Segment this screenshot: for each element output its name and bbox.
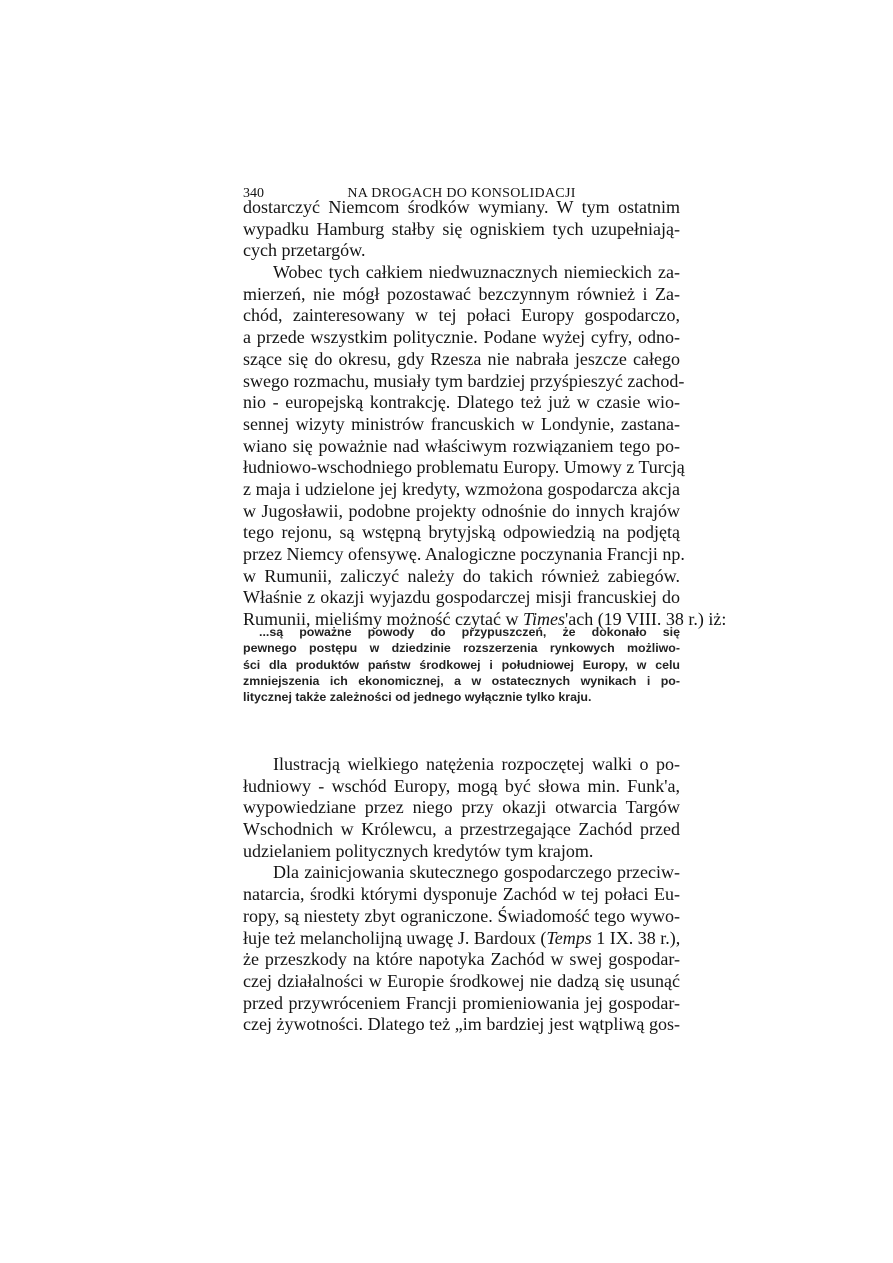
page-number: 340 (243, 186, 264, 201)
text-line: wypadku Hamburg stałby się ogniskiem tych uzupełniają- (243, 218, 680, 239)
body-text-block-2 (243, 754, 680, 1036)
text-line: chód, zainteresowany w tej połaci Europy gospodarczo, (243, 305, 680, 326)
text-line: przed przywróceniem Francji promieniowania jej gospodar- (243, 992, 680, 1013)
text-line: wiano się poważnie nad właściwym rozwiązaniem tego po- (243, 435, 680, 456)
text-line: dostarczyć Niemcom środków wymiany. W tym ostatnim (243, 197, 680, 217)
text-line: Ilustracją wielkiego natężenia rozpoczętej walki o po- (273, 754, 680, 774)
text-line: z maja i udzielone jej kredyty, wzmożona gospodarcza akcja (243, 478, 680, 499)
italic-title: Temps (546, 927, 592, 948)
italic-title: Times (522, 609, 565, 630)
text-line: czej działalności w Europie środkowej nie dadzą się usunąć (243, 970, 680, 991)
quote-line: ści dla produktów państw środkowej i południowej Europy, w celu (243, 657, 680, 672)
running-title: NA DROGACH DO KONSOLIDACJI (347, 186, 576, 201)
text-line: w Jugosławii, podobne projekty odnośnie do innych krajów (243, 500, 680, 521)
text-line: sennej wizyty ministrów francuskich w Londynie, zastana- (243, 413, 680, 434)
text-line: łudniowo-wschodniego problematu Europy. Umowy z Turcją (243, 457, 685, 478)
text-line: szące się do okresu, gdy Rzesza nie nabrała jeszcze całego (243, 348, 680, 369)
quote-line: pewnego postępu w dziedzinie rozszerzenia rynkowych możliwo- (243, 641, 680, 656)
text-line: cych przetargów. (243, 240, 366, 261)
text-line: w Rumunii, zaliczyć należy do takich również zabiegów. (243, 565, 680, 586)
text-line: a przede wszystkim politycznie. Podane wyżej cyfry, odno- (243, 327, 680, 348)
text-line: mierzeń, nie mógł pozostawać bezczynnym również i Za- (243, 283, 680, 304)
text-span: 'ach (19 VIII. 38 r.) iż: (564, 609, 727, 630)
text-line: czej żywotności. Dlatego też „im bardziej jest wątpliwą gos- (243, 1014, 680, 1035)
quote-line: litycznej także zależności od jednego wyłącznie tylko kraju. (243, 690, 592, 705)
text-span: łuje też melancholijną uwagę J. Bardoux ( (243, 927, 547, 948)
quote-line: zmniejszenia ich ekonomicznej, a w ostatecznych wynikach i po- (243, 673, 680, 688)
text-line: Wobec tych całkiem niedwuznacznych niemieckich za- (273, 262, 680, 283)
text-line: Wschodnich w Królewcu, a przestrzegające Zachód przed (243, 819, 680, 840)
text-line: udzielaniem politycznych kredytów tym krajom. (243, 840, 594, 861)
text-line: ropy, są niestety zbyt ograniczone. Świadomość tego wywo- (243, 905, 680, 926)
text-span: Rumunii, mieliśmy możność czytać w (243, 609, 523, 630)
text-line: Właśnie z okazji wyjazdu gospodarczej misji francuskiej do (243, 587, 680, 608)
text-line: nio - europejską kontrakcję. Dlatego też już w czasie wio- (243, 392, 680, 413)
text-line: łudniowy - wschód Europy, mogą być słowa min. Funk'a, (243, 775, 680, 796)
body-text-block-1 (243, 197, 727, 631)
text-line: przez Niemcy ofensywę. Analogiczne poczynania Francji np. (243, 544, 685, 564)
quote-line: ...są poważne powody do przypuszczeń, że dokonało się (259, 625, 680, 639)
block-quote (243, 624, 680, 705)
text-line: że przeszkody na które napotyka Zachód w swej gospodar- (243, 949, 680, 970)
text-line: swego rozmachu, musiały tym bardziej przyśpieszyć zachod- (243, 370, 685, 391)
text-line: tego rejonu, są wstępną brytyjską odpowiedzią na podjętą (243, 522, 680, 543)
text-span: 1 IX. 38 r.), (591, 927, 681, 948)
text-line (243, 928, 680, 950)
text-line: Dla zainicjowania skutecznego gospodarczego przeciw- (273, 862, 680, 883)
text-line: wypowiedziane przez niego przy okazji otwarcia Targów (243, 797, 680, 818)
text-line: natarcia, środki którymi dysponuje Zachód w tej połaci Eu- (243, 884, 680, 905)
